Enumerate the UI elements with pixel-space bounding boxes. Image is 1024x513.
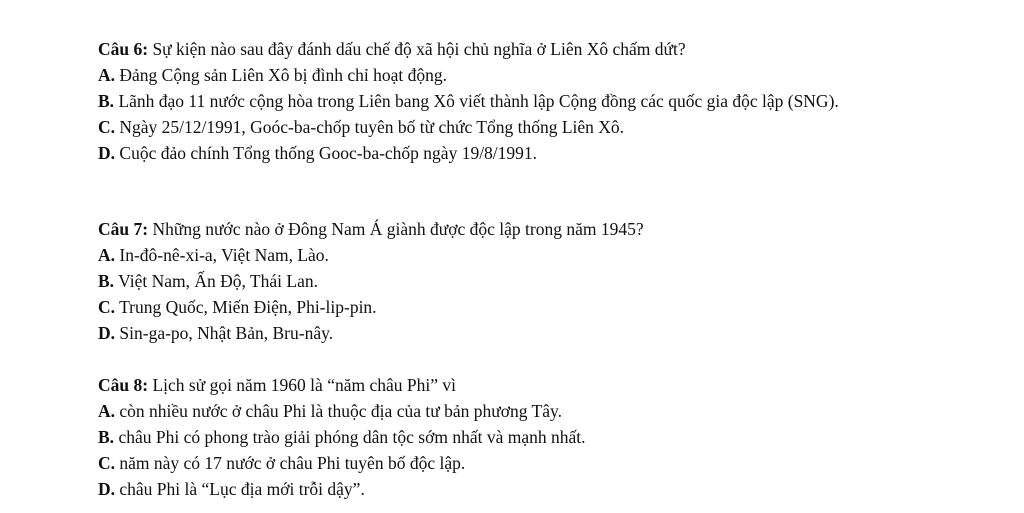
option-letter: D. <box>98 479 116 499</box>
answer-option-c <box>98 114 958 140</box>
answer-option-c <box>98 294 958 320</box>
option-text: Trung Quốc, Miến Điện, Phi-lip-pin. <box>119 297 377 317</box>
option-text: Lãnh đạo 11 nước cộng hòa trong Liên bang Xô viết thành lập Cộng đồng các quốc gia độc lập (SNG). <box>118 91 839 111</box>
option-text: châu Phi là “Lục địa mới trỗi dậy”. <box>119 479 365 499</box>
question-stem <box>98 372 958 398</box>
option-text: Việt Nam, Ấn Độ, Thái Lan. <box>118 271 318 291</box>
question-label: Câu 7: <box>98 219 149 239</box>
answer-option-a <box>98 242 958 268</box>
option-letter: B. <box>98 271 115 291</box>
answer-option-d <box>98 140 958 166</box>
option-letter: C. <box>98 453 116 473</box>
option-letter: D. <box>98 143 116 163</box>
option-letter: A. <box>98 65 116 85</box>
option-text: châu Phi có phong trào giải phóng dân tộc sớm nhất và mạnh nhất. <box>118 427 586 447</box>
question-text: Sự kiện nào sau đây đánh dấu chế độ xã hội chủ nghĩa ở Liên Xô chấm dứt? <box>152 39 686 59</box>
option-letter: A. <box>98 245 116 265</box>
answer-option-d <box>98 476 958 502</box>
option-letter: D. <box>98 323 116 343</box>
answer-option-a <box>98 62 958 88</box>
question-8 <box>98 372 958 502</box>
option-text: In-đô-nê-xi-a, Việt Nam, Lào. <box>119 245 329 265</box>
option-letter: A. <box>98 401 116 421</box>
question-stem <box>98 216 958 242</box>
answer-option-b <box>98 424 958 450</box>
answer-option-b <box>98 268 958 294</box>
question-7 <box>98 216 958 346</box>
option-letter: C. <box>98 297 116 317</box>
option-text: Sin-ga-po, Nhật Bản, Bru-nây. <box>119 323 334 343</box>
question-label: Câu 8: <box>98 375 149 395</box>
option-text: Cuộc đảo chính Tổng thống Gooc-ba-chốp ngày 19/8/1991. <box>119 143 538 163</box>
option-letter: B. <box>98 427 115 447</box>
option-text: năm này có 17 nước ở châu Phi tuyên bố độc lập. <box>119 453 466 473</box>
question-6 <box>98 36 958 166</box>
option-letter: C. <box>98 117 116 137</box>
option-text: Đảng Cộng sản Liên Xô bị đình chỉ hoạt động. <box>119 65 447 85</box>
option-letter: B. <box>98 91 115 111</box>
question-text: Những nước nào ở Đông Nam Á giành được độc lập trong năm 1945? <box>152 219 644 239</box>
answer-option-d <box>98 320 958 346</box>
question-text: Lịch sử gọi năm 1960 là “năm châu Phi” vì <box>152 375 456 395</box>
question-stem <box>98 36 958 62</box>
answer-option-a <box>98 398 958 424</box>
answer-option-b <box>98 88 958 114</box>
option-text: còn nhiều nước ở châu Phi là thuộc địa của tư bản phương Tây. <box>119 401 562 421</box>
question-label: Câu 6: <box>98 39 149 59</box>
answer-option-c <box>98 450 958 476</box>
option-text: Ngày 25/12/1991, Goóc-ba-chốp tuyên bố từ chức Tổng thống Liên Xô. <box>119 117 625 137</box>
